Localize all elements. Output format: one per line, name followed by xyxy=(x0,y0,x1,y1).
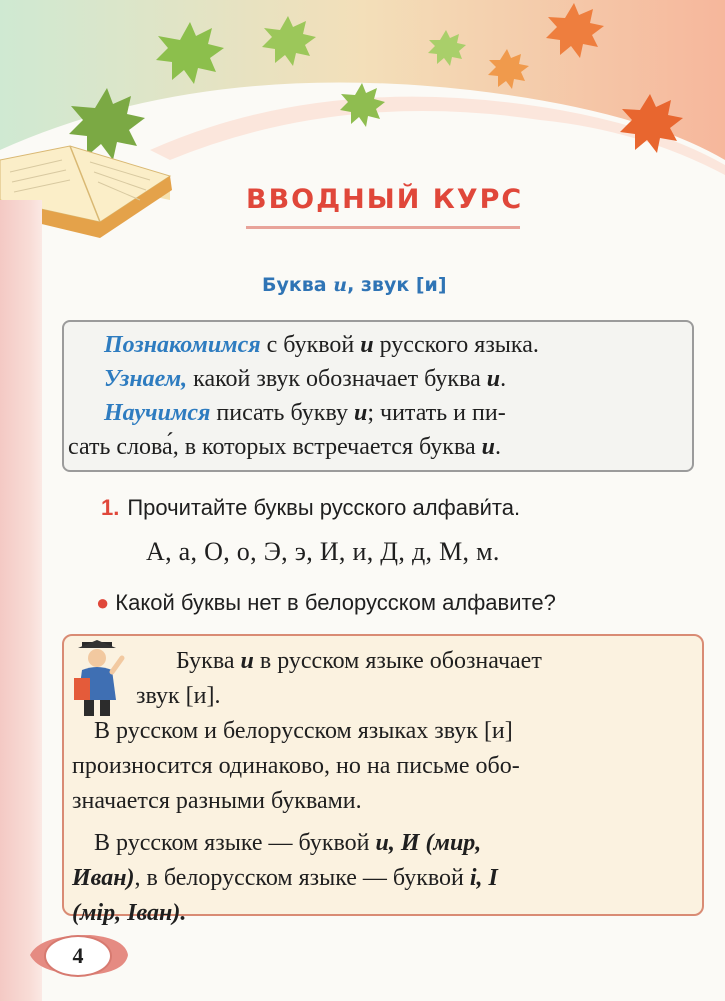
exercise-instruction: Прочитайте буквы русского алфави́та. xyxy=(127,495,521,520)
title-underline xyxy=(246,226,520,229)
question-text: Какой буквы нет в белорусском алфавите? xyxy=(115,590,556,615)
rule-line xyxy=(72,861,692,896)
goal-letter: и xyxy=(360,332,374,358)
goal-line xyxy=(104,396,682,430)
goal-letter: и xyxy=(353,400,368,426)
rule-line: В русском и белорусском языках звук [и] xyxy=(94,718,513,744)
rule-text: Буква xyxy=(176,648,241,674)
rule-example: и, И (мир, xyxy=(375,830,482,856)
lesson-goals-box xyxy=(62,320,694,472)
rule-line xyxy=(72,896,692,931)
rule-line: звук [и]. xyxy=(136,683,221,709)
exercise-question xyxy=(96,590,556,616)
header-decoration xyxy=(0,0,725,260)
rule-example: (мір, Іван). xyxy=(72,900,187,926)
goal-text: сать слова́, в которых встречается буква xyxy=(68,434,482,460)
rule-line xyxy=(72,644,692,679)
goal-verb: Познакомимся xyxy=(104,332,261,358)
bullet-icon: ● xyxy=(96,590,110,615)
exercise-1 xyxy=(101,495,520,521)
goal-text: какой звук обозначает буква xyxy=(187,366,487,392)
subtitle-prefix: Буква xyxy=(262,274,334,296)
left-margin-strip xyxy=(0,200,42,1001)
goal-line xyxy=(68,430,682,464)
rule-text: В русском языке — буквой xyxy=(94,830,376,856)
section-title: ВВОДНЫЙ КУРС xyxy=(246,184,524,215)
page-number: 4 xyxy=(44,935,112,977)
teacher-icon xyxy=(68,640,128,718)
goal-text: с буквой xyxy=(260,332,361,358)
rule-line: значается разными буквами. xyxy=(72,788,362,814)
subtitle-suffix: , звук [и] xyxy=(347,274,447,296)
goal-letter: и xyxy=(481,434,495,460)
exercise-number: 1. xyxy=(101,495,120,520)
goal-text-end: ; читать и пи- xyxy=(367,400,506,426)
rule-example: і, І xyxy=(469,865,498,891)
goal-text-end: . xyxy=(500,366,507,392)
goal-text: писать букву xyxy=(210,400,354,426)
alphabet-letters: А, а, О, о, Э, э, И, и, Д, д, М, м. xyxy=(146,537,500,566)
goal-verb: Научимся xyxy=(104,400,211,426)
goal-line xyxy=(104,328,682,362)
rule-line xyxy=(72,826,692,861)
goal-text-end: русского языка. xyxy=(373,332,539,358)
paragraph-gap xyxy=(72,819,692,826)
rule-line: произносится одинаково, но на письме обо- xyxy=(72,753,520,779)
lesson-subtitle xyxy=(262,274,447,296)
rule-example: Иван) xyxy=(72,865,135,891)
subtitle-letter: и xyxy=(333,274,348,296)
goal-letter: и xyxy=(486,366,501,392)
rule-letter: и xyxy=(240,648,254,674)
goal-line xyxy=(104,362,682,396)
goal-text-end: . xyxy=(494,434,501,460)
rule-text: , в белорусском языке — буквой xyxy=(134,865,470,891)
goal-verb: Узнаем, xyxy=(104,366,188,392)
rule-text: в русском языке обозначает xyxy=(253,648,542,674)
rule-box xyxy=(62,634,704,926)
